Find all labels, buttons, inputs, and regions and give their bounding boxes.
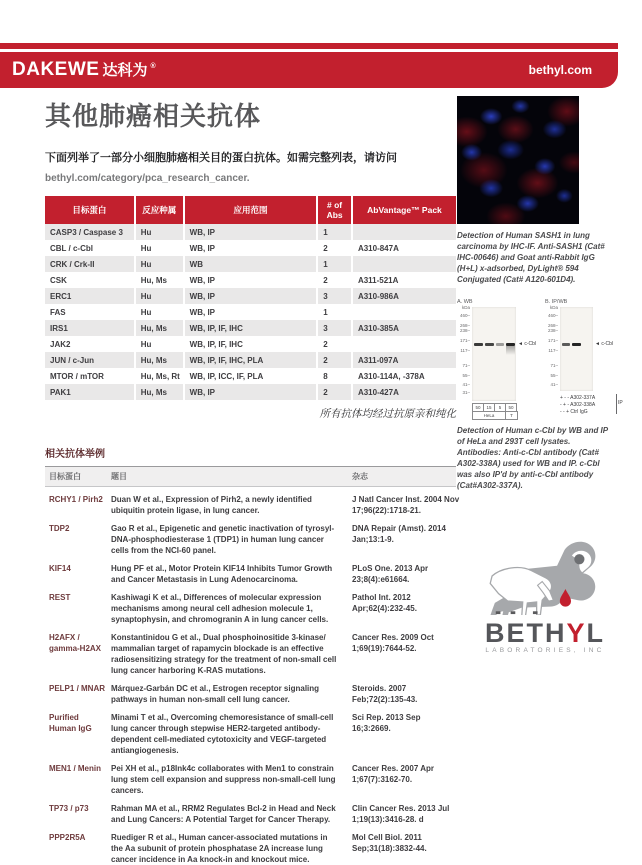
table-cell: FAS (50, 307, 66, 317)
antibody-table (45, 196, 456, 400)
table-cell: WB, IP (184, 288, 318, 304)
reference-journal: Clin Cancer Res. 2013 Jul 1;19(13):3416-28. d (352, 804, 450, 824)
table-row (45, 352, 456, 368)
band-a3 (496, 343, 504, 346)
table-cell (352, 256, 456, 272)
blot-membrane-b (560, 307, 593, 391)
kda-unit-a: kDa (461, 305, 470, 310)
table-cell: IRS1 (45, 320, 135, 336)
reference-title: Gao R et al., Epigenetic and genetic inactivation of tyrosyl-DNA-phosphodiesterase 1 (TDP1) in human lung cancer cells from the NCI-60 panel. (111, 524, 335, 555)
page-title: 其他肺癌相关抗体 (45, 101, 262, 131)
table-cell: WB, IP, IF, IHC (184, 320, 318, 336)
reference-row (45, 803, 456, 825)
antibody-table-header-row (45, 196, 456, 224)
table-cell: A310-114A, -378A (352, 368, 456, 384)
table-row (45, 240, 456, 256)
table-cell: WB, IP (184, 240, 318, 256)
table-cell: JUN / c-Jun (45, 352, 135, 368)
bethyl-sub-text: LABORATORIES, INC (485, 647, 605, 654)
header-bar (0, 52, 618, 88)
kda-marker: 71– (550, 363, 558, 368)
table-cell: ERC1 (45, 288, 135, 304)
reference-title: Konstantinidou G et al., Dual phosphoinositide 3-kinase/ mammalian target of rapamycin blockade is an effective radiosensitizing strategy for the treatment of non-small cell lung cancer harboring K-RAS mutations. (111, 633, 337, 675)
column-header: 反应种属 (135, 196, 184, 224)
table-cell: WB, IP, IF, IHC (184, 336, 318, 352)
table-row (45, 320, 456, 336)
intro-text: 下面列举了一部分小细胞肺癌相关目的蛋白抗体。如需完整列表，请访问 (45, 152, 397, 164)
table-cell: MTOR / mTOR (50, 371, 104, 381)
band-label-b: ◄ c-Cbl (595, 341, 614, 347)
table-cell: JAK2 (50, 339, 71, 349)
reference-target: TDP2 (49, 524, 70, 533)
table-cell: WB (184, 256, 318, 272)
reference-target: RCHY1 / Pirh2 (49, 495, 103, 504)
table-cell: A311-097A (352, 352, 456, 368)
table-cell: 3 (317, 320, 352, 336)
table-cell: A310-385A (352, 320, 456, 336)
lane-amount-box: 15 (483, 403, 495, 412)
reference-title: Duan W et al., Expression of Pirh2, a newly identified ubiquitin protein ligase, in lung cancer. (111, 495, 312, 515)
reference-target: PELP1 / MNAR (49, 684, 106, 693)
table-cell: WB, IP, ICC, IF, PLA (184, 368, 318, 384)
table-cell: CASP3 / Caspase 3 (45, 224, 135, 240)
table-cell: WB, IP (184, 224, 318, 240)
band-b2 (572, 343, 581, 346)
blot-membrane-a (472, 307, 516, 401)
table-cell: Hu, Ms (135, 320, 184, 336)
reference-row (45, 563, 456, 585)
references-section-title: 相关抗体举例 (45, 449, 105, 460)
table-cell: 3 (317, 288, 352, 304)
table-cell: CBL / c-Cbl (50, 243, 93, 253)
reference-target: PPP2R5A (49, 833, 86, 842)
table-row (45, 288, 456, 304)
western-blot-figure (457, 299, 623, 418)
page-content (45, 96, 623, 865)
category-url-link[interactable]: bethyl.com/category/pca_research_cancer. (45, 173, 250, 184)
kda-marker: 460– (547, 313, 558, 318)
table-cell: 8 (317, 368, 352, 384)
band-a2 (485, 343, 494, 346)
table-cell: WB, IP, IF, IHC, PLA (184, 352, 318, 368)
reference-journal: Steroids. 2007 Feb;72(2):135-43. (352, 684, 418, 704)
table-cell: Hu (135, 256, 184, 272)
table-cell: CSK (50, 275, 67, 285)
table-cell: 1 (317, 224, 352, 240)
left-column (45, 96, 460, 865)
table-cell: 1 (317, 256, 352, 272)
dakewe-logo-latin: DAKEWE (12, 59, 100, 80)
lane-amount-box: 50 (472, 403, 484, 412)
table-cell: Hu, Ms (135, 352, 184, 368)
reference-row (45, 683, 456, 705)
reference-journal: Mol Cell Biol. 2011 Sep;31(18):3832-44. (352, 833, 427, 853)
reference-row (45, 632, 456, 676)
ip-label: IP (618, 400, 623, 406)
table-cell: 2 (317, 336, 352, 352)
header-accent-bar (0, 43, 618, 49)
kda-marker: 460– (459, 313, 470, 318)
figure2-caption: Detection of Human c-Cbl by WB and IP of HeLa and 293T cell lysates. Antibodies: Anti-c-Cbl antibody (Cat# A302-338A) used for WB and IP. c-Cbl was also IP'd by anti-c-Cbl antibody (Cat#A302-337A). (457, 426, 608, 490)
bethyl-goats-icon (475, 537, 615, 615)
kda-marker: 41– (462, 382, 470, 387)
kda-marker: 117– (548, 348, 558, 353)
reference-row (45, 592, 456, 625)
reference-title: Hung PF et al., Motor Protein KIF14 Inhibits Tumor Growth and Cancer Metastasis in Lung Adenocarcinoma. (111, 564, 333, 584)
kda-marker: 238– (547, 328, 558, 333)
column-header: 目标蛋白 (45, 196, 135, 224)
kda-marker: 117– (460, 348, 470, 353)
band-a1 (474, 343, 483, 346)
reference-title: Ruediger R et al., Human cancer-associated mutations in the Aa subunit of protein phosphatase 2A increase lung cancer incidence in Aa knock-in and knockout mice. (111, 833, 328, 864)
table-cell: Hu (135, 336, 184, 352)
reference-title: Pei XH et al., p18Ink4c collaborates with Men1 to constrain lung stem cell expansion and suppress non-small-cell lung cancers. (111, 764, 336, 795)
reference-title: Rahman MA et al., RRM2 Regulates Bcl-2 in Head and Neck and Lung Cancers: A Potential Target for Cancer Therapy. (111, 804, 336, 824)
table-row (45, 224, 456, 240)
panel-b-label: B. IP/WB (545, 299, 568, 305)
table-cell: WB, IP (184, 384, 318, 400)
references-header-row (45, 466, 456, 487)
table-cell: A310-986A (352, 288, 456, 304)
table-cell (352, 336, 456, 352)
reference-journal: Cancer Res. 2007 Apr 1;67(7):3162-70. (352, 764, 434, 784)
ref-column-header: 题目 (111, 472, 127, 481)
table-cell: Hu (135, 240, 184, 256)
panel-a-label: A. WB (457, 299, 473, 305)
kda-marker: 268– (547, 323, 558, 328)
reference-target: H2AFX / gamma-H2AX (49, 633, 102, 653)
reference-target: Purified Human IgG (49, 713, 92, 733)
table-row (45, 272, 456, 288)
kda-marker: 171– (547, 338, 558, 343)
table-cell: A310-847A (352, 240, 456, 256)
band-b1 (562, 343, 570, 346)
table-cell: Hu, Ms (135, 384, 184, 400)
table-row (45, 384, 456, 400)
lane-group-hela: HeLa (472, 411, 506, 420)
table-cell: Hu (135, 288, 184, 304)
ip-bracket (616, 394, 617, 414)
bethyl-wordmark: BETHYL (484, 618, 605, 648)
table-row (45, 368, 456, 384)
table-cell: 2 (317, 272, 352, 288)
table-cell: WB, IP (184, 304, 318, 320)
reference-journal: DNA Repair (Amst). 2014 Jan;13:1-9. (352, 524, 446, 544)
reference-row (45, 712, 456, 756)
table-cell (352, 224, 456, 240)
purity-note: 所有抗体均经过抗原亲和纯化 (319, 409, 456, 420)
table-row (45, 256, 456, 272)
bethyl-red-y: Y (566, 618, 587, 648)
kda-marker: 31– (462, 390, 470, 395)
reference-title: Minami T et al., Overcoming chemoresistance of small-cell lung cancer through stepwise HER2-targeted antibody-dependent cell-mediated cytotoxicity and VEGF-targeted antiangiogenesis. (111, 713, 334, 755)
ip-condition-row: - + - A302-338A (560, 402, 596, 408)
table-cell: Hu (135, 304, 184, 320)
table-cell: PAK1 (45, 384, 135, 400)
kda-marker: 268– (459, 323, 470, 328)
kda-marker: 41– (550, 382, 558, 387)
lane-amount-box: 5 (494, 403, 506, 412)
reference-journal: Sci Rep. 2013 Sep 16;3:2669. (352, 713, 421, 733)
reference-target: KIF14 (49, 564, 71, 573)
kda-marker: 55– (462, 373, 470, 378)
ip-condition-row: + - - A302-337A (560, 395, 596, 401)
column-header: AbVantage™ Pack (352, 196, 456, 224)
reference-journal: Cancer Res. 2009 Oct 1;69(19):7644-52. (352, 633, 434, 653)
table-row (45, 304, 456, 320)
table-cell: 2 (317, 352, 352, 368)
column-header: # of Abs (317, 196, 352, 224)
reference-target: MEN1 / Menin (49, 764, 102, 773)
reference-journal: PLoS One. 2013 Apr 23;8(4):e61664. (352, 564, 429, 584)
reference-row (45, 832, 456, 865)
table-cell: A311-521A (352, 272, 456, 288)
smear-a4 (506, 346, 515, 355)
reference-target: TP73 / p73 (49, 804, 89, 813)
lane-group-t: T (505, 411, 518, 420)
antibody-table-body (45, 224, 456, 400)
table-cell: CRK / Crk-II (45, 256, 135, 272)
reference-row (45, 494, 460, 516)
dakewe-logo-chinese: 达科为 (102, 62, 148, 79)
references-list (45, 494, 460, 865)
ref-column-header: 目标蛋白 (49, 472, 81, 481)
bethyl-logo (469, 537, 621, 654)
figure1-caption: Detection of Human SASH1 in lung carcinoma by IHC-IF. Anti-SASH1 (Cat# IHC-00646) and Goat anti-Rabbit IgG (H+L) x-adsorbed, DyLight® 594 Conjugated (Cat# A120-601D4). (457, 231, 605, 284)
kda-marker: 71– (462, 363, 470, 368)
right-column (457, 96, 623, 865)
kda-unit-b: kDa (549, 305, 558, 310)
band-label-a: ◄ c-Cbl (518, 341, 537, 347)
kda-marker: 238– (459, 328, 470, 333)
table-cell: WB, IP (184, 272, 318, 288)
reference-row (45, 523, 456, 556)
reference-title: Kashiwagi K et al., Differences of molecular expression mechanisms among neural cell adhesion molecule 1, synaptophysin, and chromogranin A in lung cancer cells. (111, 593, 329, 624)
reference-journal: Pathol Int. 2012 Apr;62(4):232-45. (352, 593, 417, 613)
table-cell: 1 (317, 304, 352, 320)
table-cell: 2 (317, 240, 352, 256)
dakewe-logo (12, 59, 156, 81)
ref-column-header: 杂志 (352, 472, 368, 481)
lane-amount-box: 50 (505, 403, 517, 412)
table-cell (352, 304, 456, 320)
bethyl-site-link[interactable]: bethyl.com (528, 63, 592, 77)
table-cell: 2 (317, 384, 352, 400)
table-cell: A310-427A (352, 384, 456, 400)
table-cell: Hu, Ms (135, 272, 184, 288)
reference-row (45, 763, 456, 796)
table-cell: Hu (135, 224, 184, 240)
ihc-if-microscopy-image (457, 96, 579, 224)
table-cell: Hu, Ms, Rt (135, 368, 184, 384)
kda-marker: 171– (459, 338, 470, 343)
column-header: 应用范围 (184, 196, 318, 224)
table-row (45, 336, 456, 352)
reference-title: Márquez-Garbán DC et al., Estrogen receptor signaling pathways in human non-small cell lung cancer. (111, 684, 320, 704)
registered-mark: ® (150, 63, 156, 70)
ip-condition-row: - - + Ctrl IgG (560, 409, 588, 415)
reference-journal: J Natl Cancer Inst. 2004 Nov 17;96(22):1718-21. (352, 495, 460, 515)
reference-target: REST (49, 593, 71, 602)
kda-marker: 55– (550, 373, 558, 378)
